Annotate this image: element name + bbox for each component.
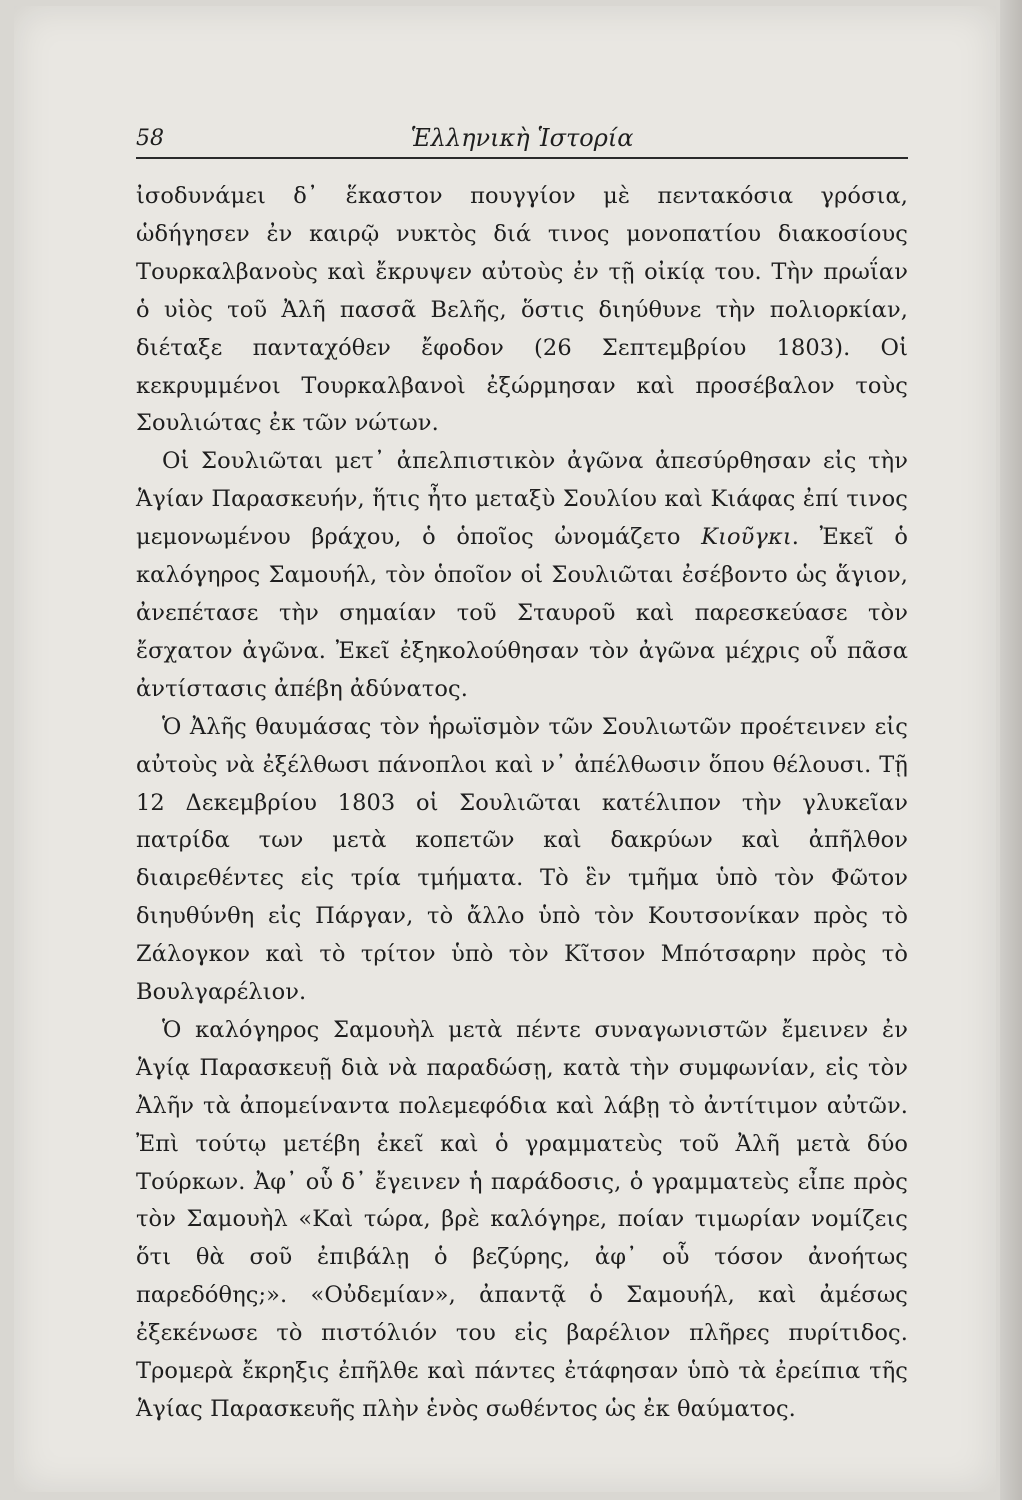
header-rule <box>136 157 908 159</box>
paragraph-4 <box>136 1012 908 1429</box>
running-title: Ἑλληνικὴ Ἱστορία <box>410 124 634 152</box>
paragraph-3-text: Ὁ Ἀλῆς θαυμάσας τὸν ἡρωϊσμὸν τῶν Σουλιωτῶν προέτεινεν εἰς αὐτοὺς νὰ ἐξέλθωσι πάνοπλοι καὶ ν᾿ ἀπέλθωσιν ὅπου θέλουσι. Τῇ 12 Δεκεμβρίου 1803 οἱ Σουλιῶται κατέλιπον τὴν γλυκεῖαν πατρίδα των μετὰ κοπετῶν καὶ δακρύων καὶ ἀπῆλθον διαιρεθέντες εἰς τρία τμήματα. Τὸ ἓν τμῆμα ὑπὸ τὸν Φῶτον διηυθύνθη εἰς Πάργαν, τὸ ἄλλο ὑπὸ τὸν Κουτσονίκαν πρὸς τὸ Ζάλογκον καὶ τὸ τρίτον ὑπὸ τὸν Κῖτσον Μπότσαρην πρὸς τὸ Βουλγαρέλιον. <box>136 713 908 1006</box>
page-number: 58 <box>136 126 164 151</box>
paragraph-2 <box>136 443 908 708</box>
paragraph-1 <box>136 178 908 443</box>
page-edge <box>1000 0 1022 1500</box>
paragraph-2-text-end: . Ἐκεῖ ὁ καλόγηρος Σαμουήλ, τὸν ὁποῖον οἱ Σουλιῶται ἐσέβοντο ὡς ἅγιον, ἀνεπέτασε τὴν σημαίαν τοῦ Σταυροῦ καὶ παρεσκεύασε τὸν ἔσχατον ἀγῶνα. Ἐκεῖ ἐξηκολούθησαν τὸν ἀγῶνα μέχρις οὗ πᾶσα ἀντίστασις ἀπέβη ἀδύνατος. <box>136 524 908 702</box>
paragraph-1-text: ἰσοδυνάμει δ᾿ ἕκαστον πουγγίον μὲ πεντακόσια γρόσια, ὡδήγησεν ἐν καιρῷ νυκτὸς διά τινος μονοπατίου διακοσίους Τουρκαλβανοὺς καὶ ἔκρυψεν αὐτοὺς ἐν τῇ οἰκίᾳ του. Τὴν πρωΐαν ὁ υἱὸς τοῦ Ἀλῆ πασσᾶ Βελῆς, ὅστις διηύθυνε τὴν πολιορκίαν, διέταξε πανταχόθεν ἔφοδον (26 Σεπτεμβρίου 1803). Οἱ κεκρυμμένοι Τουρκαλβανοὶ ἐξώρμησαν καὶ προσέβαλον τοὺς Σουλιώτας ἐκ τῶν νώτων. <box>136 183 908 437</box>
paragraph-2-text-start: Οἱ Σουλιῶται μετ᾿ ἀπελπιστικὸν ἀγῶνα ἀπεσύρθησαν εἰς τὴν Ἁγίαν Παρασκευήν, ἥτις ἦτο μεταξὺ Σουλίου καὶ Κιάφας ἐπί τινος μεμονωμένου βράχου, ὁ ὁποῖος ὠνομάζετο <box>136 448 908 551</box>
page-header <box>136 118 908 158</box>
paragraph-4-text: Ὁ καλόγηρος Σαμουὴλ μετὰ πέντε συναγωνιστῶν ἔμεινεν ἐν Ἁγίᾳ Παρασκευῇ διὰ νὰ παραδώσῃ, κατὰ τὴν συμφωνίαν, εἰς τὸν Ἀλῆν τὰ ἀπομείναντα πολεμεφόδια καὶ λάβῃ τὸ ἀντίτιμον αὐτῶν. Ἐπὶ τούτῳ μετέβη ἐκεῖ καὶ ὁ γραμματεὺς τοῦ Ἀλῆ μετὰ δύο Τούρκων. Ἀφ᾿ οὗ δ᾿ ἔγεινεν ἡ παράδοσις, ὁ γραμματεὺς εἶπε πρὸς τὸν Σαμουὴλ «Καὶ τώρα, βρὲ καλόγηρε, ποίαν τιμωρίαν νομίζεις ὅτι θὰ σοῦ ἐπιβάλῃ ὁ βεζύρης, ἀφ᾿ οὗ τόσον ἀνοήτως παρεδόθης;». «Οὐδεμίαν», ἀπαντᾷ ὁ Σαμουήλ, καὶ ἀμέσως ἐξεκένωσε τὸ πιστόλιόν του εἰς βαρέλιον πλῆρες πυρίτιδος. Τρομερὰ ἔκρηξις ἐπῆλθε καὶ πάντες ἐτάφησαν ὑπὸ τὰ ἐρείπια τῆς Ἁγίας Παρασκευῆς πλὴν ἑνὸς σωθέντος ὡς ἐκ θαύματος. <box>136 1016 908 1422</box>
place-name-kiougki: Κιοῦγκι <box>701 524 792 551</box>
paragraph-3 <box>136 709 908 1012</box>
body-text <box>136 178 908 1429</box>
